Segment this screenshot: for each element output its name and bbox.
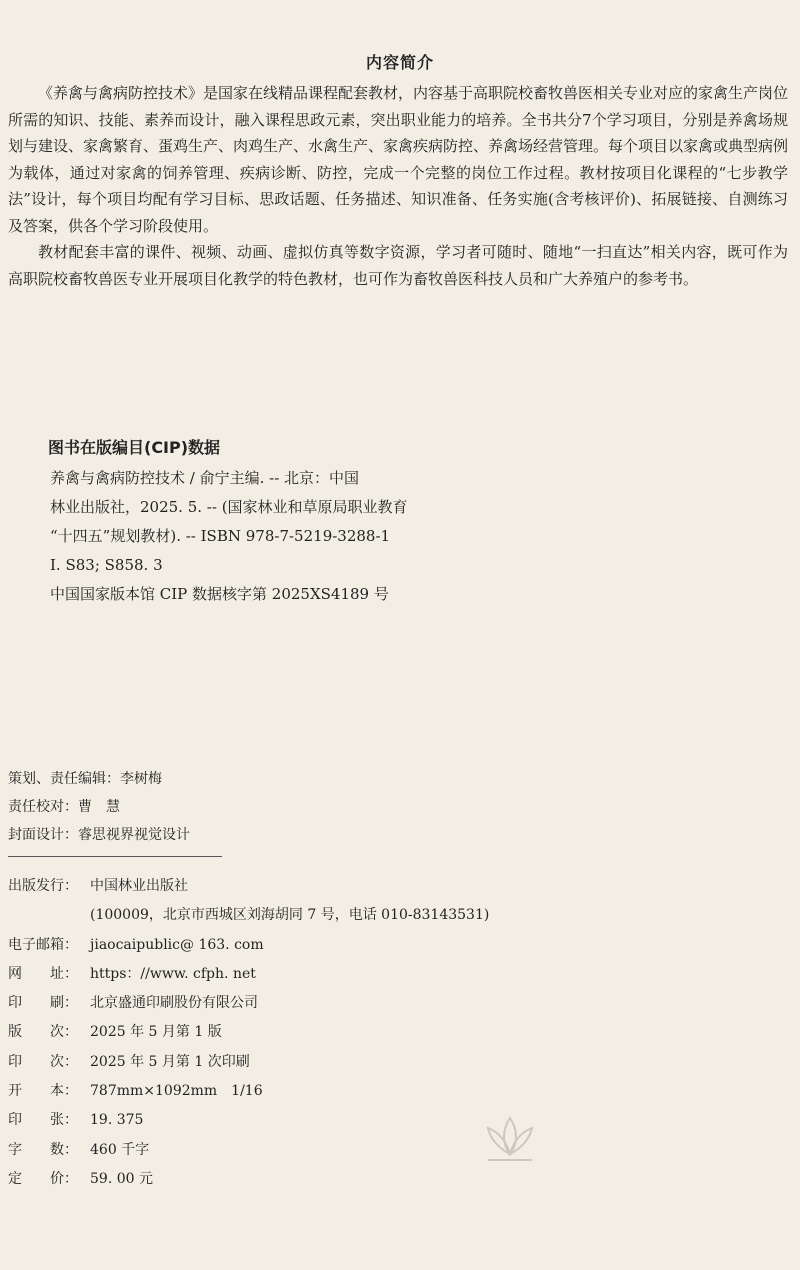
- pub-label: 网 址：: [8, 965, 78, 982]
- credit-row: [8, 765, 190, 793]
- pub-row: [8, 960, 489, 989]
- credit-label: 责任校对：: [8, 799, 78, 815]
- credit-value: 李树梅: [120, 771, 162, 787]
- credit-value: 曹 慧: [78, 799, 120, 815]
- pub-label: 开 本：: [8, 1083, 78, 1100]
- cip-title: 图书在版编目(CIP)数据: [48, 438, 221, 457]
- pub-price: 59. 00 元: [90, 1170, 153, 1187]
- pub-value: 19. 375: [90, 1112, 144, 1129]
- pub-label: 定 价：: [8, 1170, 78, 1187]
- cip-line: 林业出版社，2025. 5. -- (国家林业和草原局职业教育: [50, 498, 408, 516]
- cip-number: 中国国家版本馆 CIP 数据核字第 2025XS4189 号: [50, 585, 389, 603]
- credit-label: 封面设计：: [8, 827, 78, 843]
- pub-label: 字 数：: [8, 1141, 78, 1158]
- pub-address: (100009，北京市西城区刘海胡同 7 号，电话 010-83143531): [90, 907, 490, 924]
- cip-line: “十四五”规划教材). -- ISBN 978-7-5219-3288-1: [50, 527, 391, 545]
- credit-row: [8, 821, 190, 849]
- pub-row: [8, 1165, 489, 1194]
- pub-row: [8, 901, 489, 930]
- pub-row: [8, 931, 489, 960]
- pub-label: 印 次：: [8, 1053, 78, 1070]
- pub-website: https：//www. cfph. net: [90, 965, 256, 982]
- pub-value: 2025 年 5 月第 1 次印刷: [90, 1053, 250, 1070]
- intro-paragraph: 《养禽与禽病防控技术》是国家在线精品课程配套教材，内容基于高职院校畜牧兽医相关专业对应的家禽生产岗位所需的知识、技能、素养而设计，融入课程思政元素，突出职业能力的培养。全书共分7个学习项目，分别是养禽场规划与建设、家禽繁育、蛋鸡生产、肉鸡生产、水禽生产、家禽疾病防控、养禽场经营管理。每个项目以家禽或典型病例为载体，通过对家禽的饲养管理、疾病诊断、防控，完成一个完整的岗位工作过程。教材按项目化课程的“七步教学法”设计，每个项目均配有学习目标、思政话题、任务描述、知识准备、任务实施(含考核评价)、拓展链接、自测练习及答案，供各个学习阶段使用。: [8, 84, 789, 235]
- pub-value: 2025 年 5 月第 1 版: [90, 1024, 222, 1041]
- pub-label: 版 次：: [8, 1024, 78, 1041]
- pub-label: 印 张：: [8, 1112, 78, 1129]
- pub-label: [8, 901, 90, 930]
- cip-block: [50, 436, 510, 609]
- pub-row: [8, 1077, 489, 1106]
- intro-title: 内容简介: [365, 53, 434, 72]
- pub-label: 出版发行：: [8, 878, 78, 894]
- cip-line: 养禽与禽病防控技术 / 俞宁主编. -- 北京：中国: [50, 469, 360, 487]
- pub-value: 中国林业出版社: [90, 878, 188, 894]
- intro-text: [8, 80, 788, 292]
- pub-row: [8, 1106, 489, 1135]
- credit-value: 睿思视界视觉设计: [78, 827, 190, 843]
- credit-label: 策划、责任编辑：: [8, 771, 120, 787]
- pub-value: 460 千字: [90, 1141, 150, 1158]
- pub-value: 北京盛通印刷股份有限公司: [90, 995, 258, 1012]
- pub-value: 787mm×1092mm 1/16: [90, 1083, 263, 1100]
- pub-label: 电子邮箱：: [8, 936, 78, 953]
- pub-row: [8, 1048, 489, 1077]
- intro-paragraph: 教材配套丰富的课件、视频、动画、虚拟仿真等数字资源，学习者可随时、随地“一扫直达”相关内容，既可作为高职院校畜牧兽医专业开展项目化教学的特色教材，也可作为畜牧兽医科技人员和广大养殖户的参考书。: [8, 243, 788, 288]
- cip-classification: Ⅰ. S83; S858. 3: [50, 556, 163, 574]
- pub-email: jiaocaipublic@ 163. com: [90, 936, 264, 953]
- pub-row: [8, 989, 489, 1018]
- pub-row: [8, 1018, 489, 1047]
- staff-credits: [8, 765, 190, 849]
- publisher-watermark-logo: [470, 1100, 770, 1180]
- pub-row: [8, 1136, 489, 1165]
- pub-row: [8, 872, 489, 901]
- credit-row: [8, 793, 190, 821]
- divider: [8, 856, 222, 857]
- publication-info: [8, 872, 489, 1194]
- lotus-icon: [480, 1110, 540, 1170]
- pub-label: 印 刷：: [8, 995, 78, 1012]
